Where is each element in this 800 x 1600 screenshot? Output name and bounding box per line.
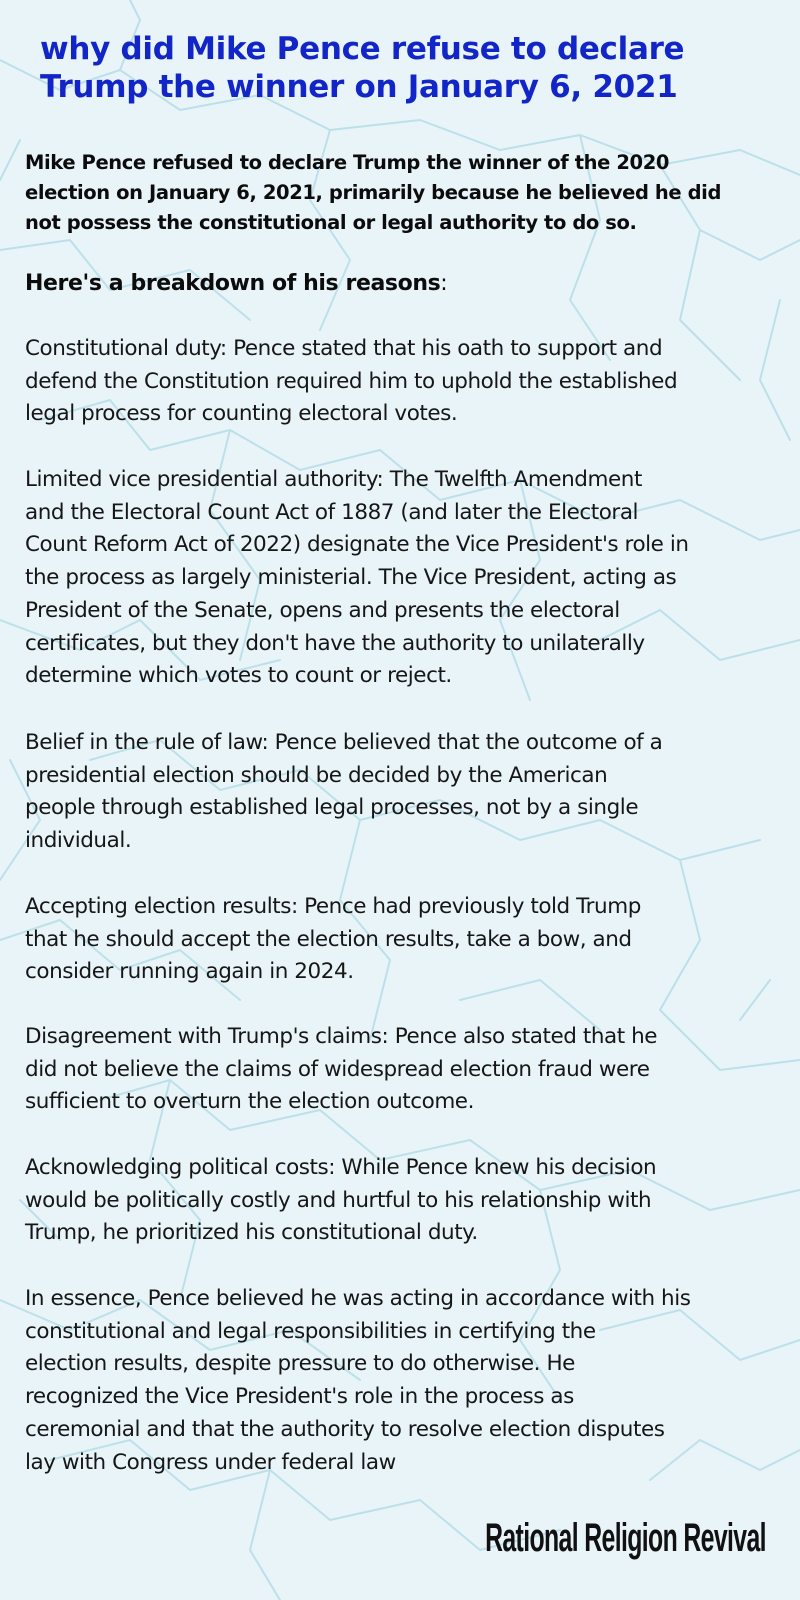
paragraph-line: President of the Senate, opens and presents the electoral: [25, 597, 620, 623]
paragraph-line: individual.: [25, 828, 132, 854]
paragraph-line: presidential election should be decided by the American: [25, 762, 608, 788]
title-line-1: why did Mike Pence refuse to declare: [40, 31, 685, 67]
paragraph-line: did not believe the claims of widespread election fraud were: [25, 1056, 650, 1082]
intro-line-1: Mike Pence refused to declare Trump the winner of the 2020: [25, 151, 670, 174]
paragraph-line: Limited vice presidential authority: The Twelfth Amendment: [25, 467, 642, 492]
paragraph-line: Accepting election results: Pence had previously told Trump: [25, 894, 641, 919]
intro-line-2: election on January 6, 2021, primarily because he believed he did: [25, 181, 722, 204]
paragraph-line: legal process for counting electoral votes.: [25, 401, 458, 427]
paragraph-line: Count Reform Act of 2022) designate the Vice President's role in: [25, 532, 689, 558]
paragraph-line: defend the Constitution required him to uphold the established: [25, 368, 678, 394]
paragraph-line: election results, despite pressure to do otherwise. He: [25, 1351, 575, 1377]
paragraph-line: that he should accept the election results, take a bow, and: [25, 926, 632, 952]
brand-signature: Rational Religion Revival: [485, 1516, 766, 1560]
breakdown-colon: :: [440, 271, 448, 296]
paragraph-line: lay with Congress under federal law: [25, 1449, 396, 1475]
reason-accepting-results: [25, 891, 785, 989]
breakdown-heading-text: Here's a breakdown of his reasons: [25, 271, 441, 296]
paragraph-line: would be politically costly and hurtful to his relationship with: [25, 1187, 652, 1213]
paragraph-line: Trump, he prioritized his constitutional duty.: [25, 1220, 478, 1246]
paragraph-line: consider running again in 2024.: [25, 959, 354, 985]
paragraph-line: Acknowledging political costs: While Pence knew his decision: [25, 1155, 657, 1180]
page-title: [40, 30, 760, 106]
reason-constitutional-duty: [25, 333, 785, 431]
paragraph-line: Constitutional duty: Pence stated that his oath to support and: [25, 336, 663, 361]
conclusion-paragraph: [25, 1283, 785, 1479]
reason-disagreement-claims: [25, 1021, 785, 1119]
reason-political-costs: [25, 1152, 785, 1250]
paragraph-line: determine which votes to count or reject.: [25, 663, 452, 689]
paragraph-line: and the Electoral Count Act of 1887 (and later the Electoral: [25, 499, 639, 525]
paragraph-line: In essence, Pence believed he was acting in accordance with his: [25, 1286, 691, 1311]
title-line-2: Trump the winner on January 6, 2021: [40, 69, 678, 105]
reason-rule-of-law: [25, 727, 785, 858]
breakdown-heading: [25, 268, 447, 300]
reason-limited-authority: [25, 464, 785, 693]
intro-line-3: not possess the constitutional or legal authority to do so.: [25, 211, 637, 234]
paragraph-line: the process as largely ministerial. The Vice President, acting as: [25, 565, 677, 591]
intro-summary: [25, 148, 785, 238]
paragraph-line: ceremonial and that the authority to resolve election disputes: [25, 1416, 665, 1442]
paragraph-line: recognized the Vice President's role in the process as: [25, 1384, 574, 1410]
paragraph-line: certificates, but they don't have the authority to unilaterally: [25, 630, 645, 656]
paragraph-line: sufficient to overturn the election outcome.: [25, 1089, 474, 1115]
paragraph-line: Belief in the rule of law: Pence believed that the outcome of a: [25, 730, 663, 755]
paragraph-line: constitutional and legal responsibilities in certifying the: [25, 1318, 596, 1344]
paragraph-line: Disagreement with Trump's claims: Pence also stated that he: [25, 1024, 658, 1049]
paragraph-line: people through established legal processes, not by a single: [25, 795, 639, 821]
